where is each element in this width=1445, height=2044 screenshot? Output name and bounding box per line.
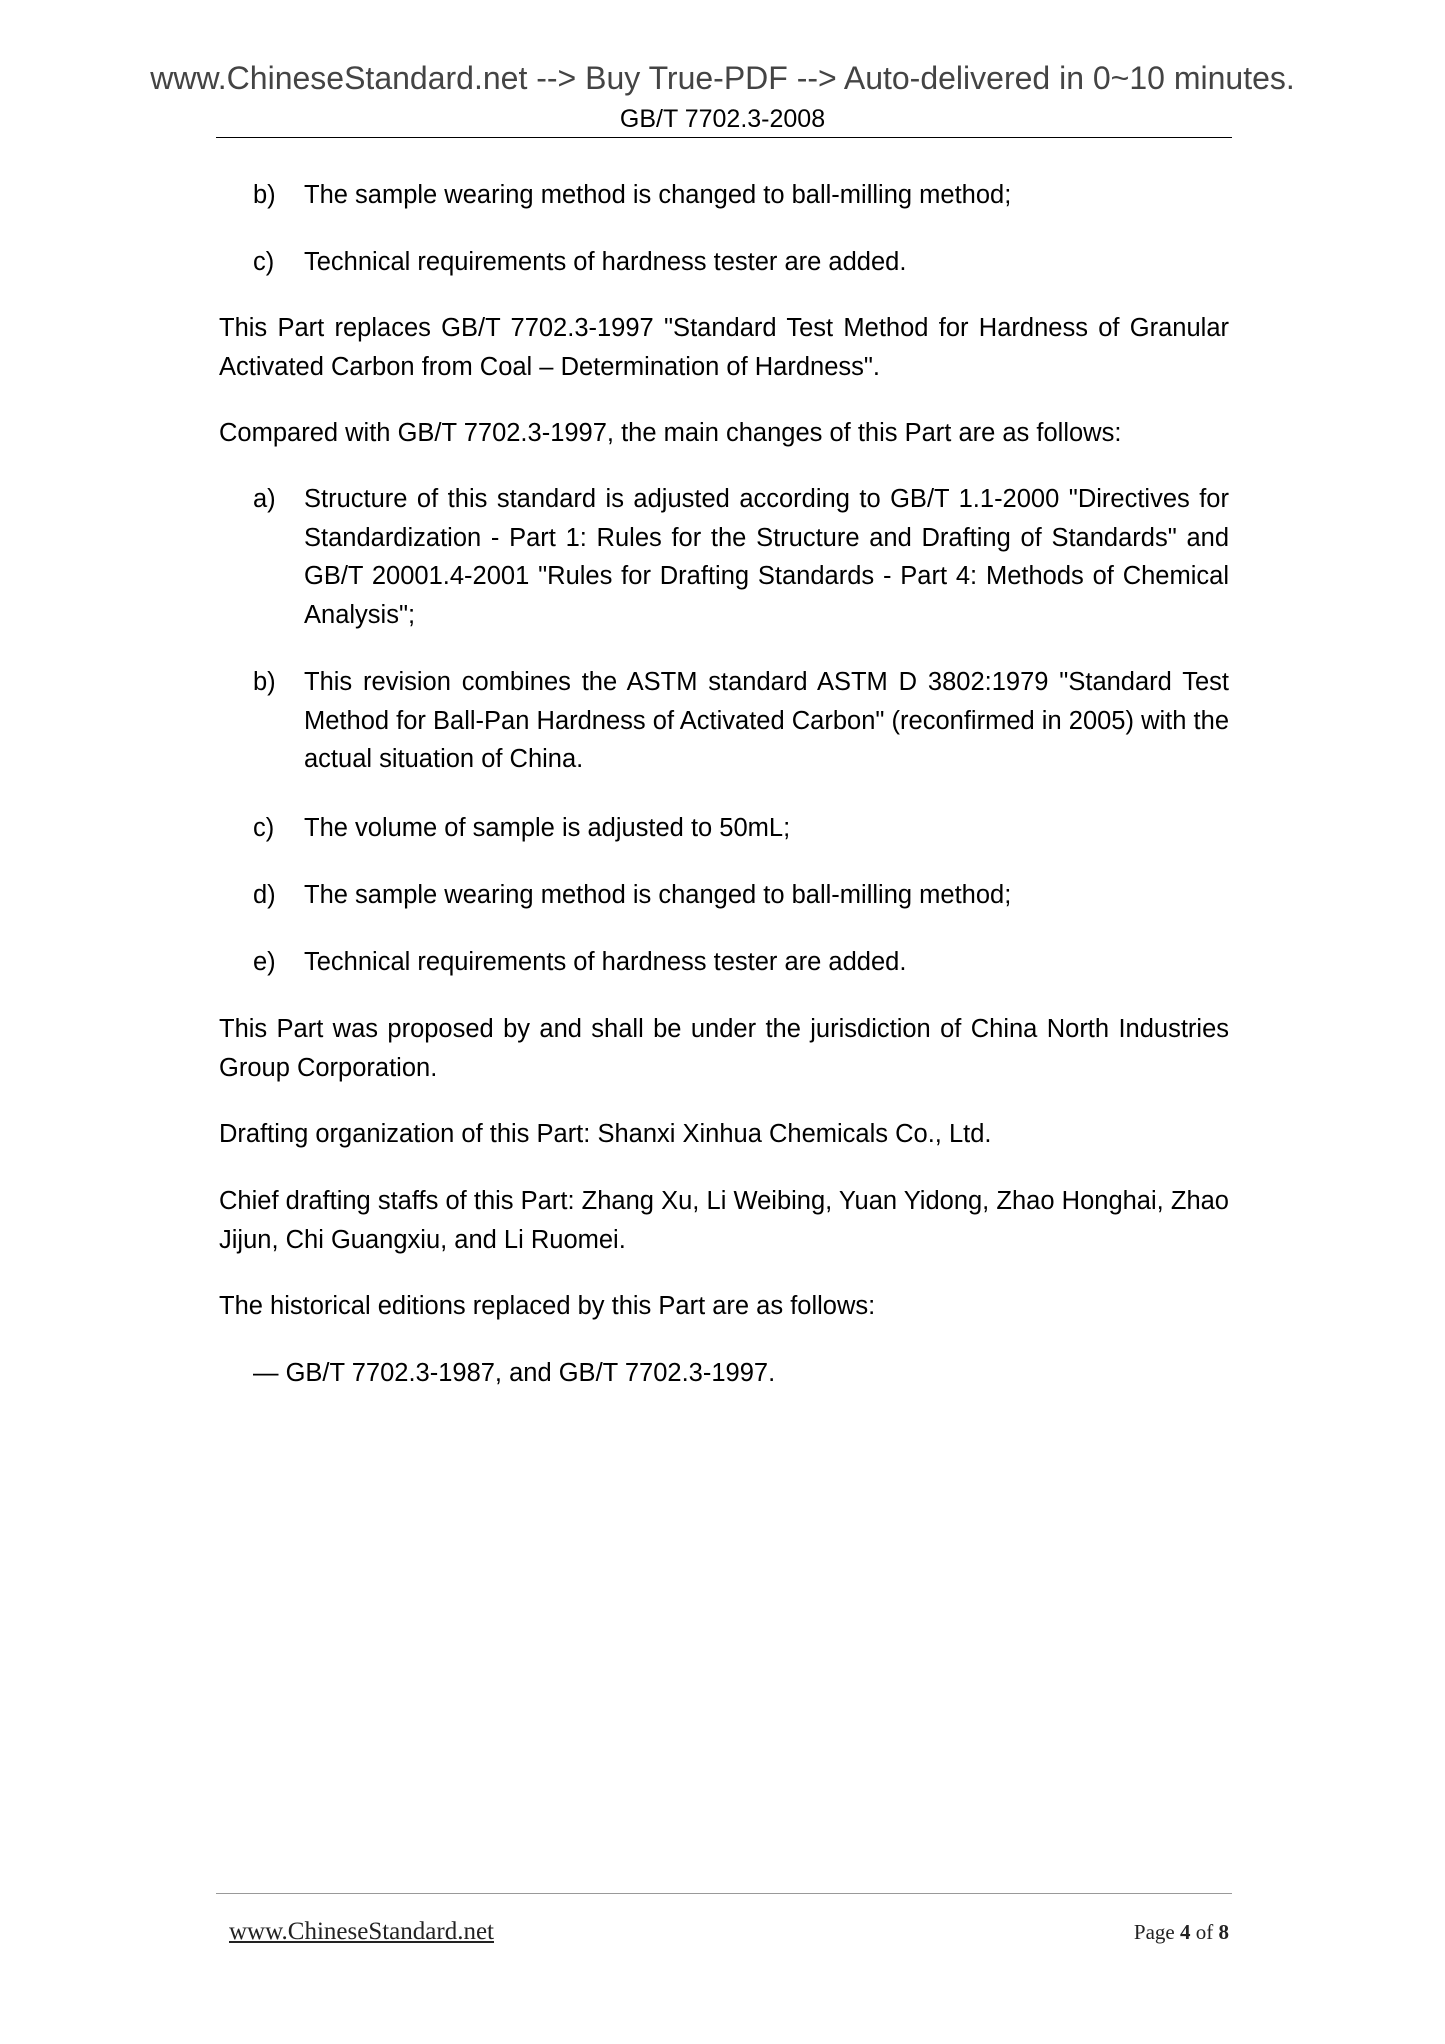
proposed-paragraph: This Part was proposed by and shall be under the jurisdiction of China North Industries Group Corporation.	[219, 1015, 1229, 1082]
list-item	[219, 176, 1229, 215]
page-total: 8	[1218, 1920, 1229, 1944]
list-item	[219, 876, 1229, 915]
list-item	[219, 943, 1229, 982]
list-item-text: The sample wearing method is changed to ball-milling method;	[304, 881, 1012, 909]
list-marker: c)	[253, 814, 275, 842]
historical-editions-item: — GB/T 7702.3-1987, and GB/T 7702.3-1997.	[253, 1359, 776, 1387]
page-label: Page	[1133, 1920, 1175, 1944]
list-item-text: Technical requirements of hardness tester are added.	[304, 948, 907, 976]
list-item-text: Structure of this standard is adjusted according to GB/T 1.1-2000 "Directives for Standardization - Part 1: Rules for the Structure and Drafting of Standards" and GB/T 20001.4-2001 "Rules for Drafting Standards - Part 4: Methods of Chemical Analysis";	[304, 485, 1229, 629]
list-marker: b)	[253, 181, 276, 209]
historical-editions-paragraph: The historical editions replaced by this Part are as follows:	[219, 1292, 876, 1320]
list-marker: a)	[253, 485, 276, 513]
page-number: 4	[1180, 1920, 1191, 1944]
footer-divider	[216, 1893, 1232, 1894]
list-item	[219, 243, 1229, 282]
list-marker: c)	[253, 248, 275, 276]
footer-site-link[interactable]: www.ChineseStandard.net	[229, 1918, 494, 1945]
list-marker: d)	[253, 881, 276, 909]
list-item-text: This revision combines the ASTM standard ASTM D 3802:1979 "Standard Test Method for Ball-Pan Hardness of Activated Carbon" (reconfirmed in 2005) with the actual situation of China.	[304, 668, 1229, 773]
compared-paragraph: Compared with GB/T 7702.3-1997, the main changes of this Part are as follows:	[219, 419, 1122, 447]
download-banner: www.ChineseStandard.net --> Buy True-PDF --> Auto-delivered in 0~10 minutes.	[150, 60, 1295, 96]
list-item	[219, 663, 1229, 779]
list-item	[219, 480, 1229, 634]
page-indicator	[1134, 1920, 1229, 1945]
list-item-text: Technical requirements of hardness tester are added.	[304, 248, 907, 276]
drafting-organization-paragraph: Drafting organization of this Part: Shanxi Xinhua Chemicals Co., Ltd.	[219, 1120, 992, 1148]
standard-code: GB/T 7702.3-2008	[619, 105, 826, 133]
page-of-label: of	[1195, 1920, 1214, 1944]
replaces-paragraph: This Part replaces GB/T 7702.3-1997 "Standard Test Method for Hardness of Granular Activated Carbon from Coal – Determination of Hardness".	[219, 314, 1229, 381]
list-marker: b)	[253, 668, 276, 696]
list-marker: e)	[253, 948, 276, 976]
list-item-text: The volume of sample is adjusted to 50mL;	[304, 814, 791, 842]
list-item-text: The sample wearing method is changed to ball-milling method;	[304, 181, 1012, 209]
header-divider	[216, 137, 1232, 138]
drafting-staffs-paragraph: Chief drafting staffs of this Part: Zhang Xu, Li Weibing, Yuan Yidong, Zhao Honghai, Zhao Jijun, Chi Guangxiu, and Li Ruomei.	[219, 1187, 1229, 1254]
list-item	[219, 809, 1229, 848]
